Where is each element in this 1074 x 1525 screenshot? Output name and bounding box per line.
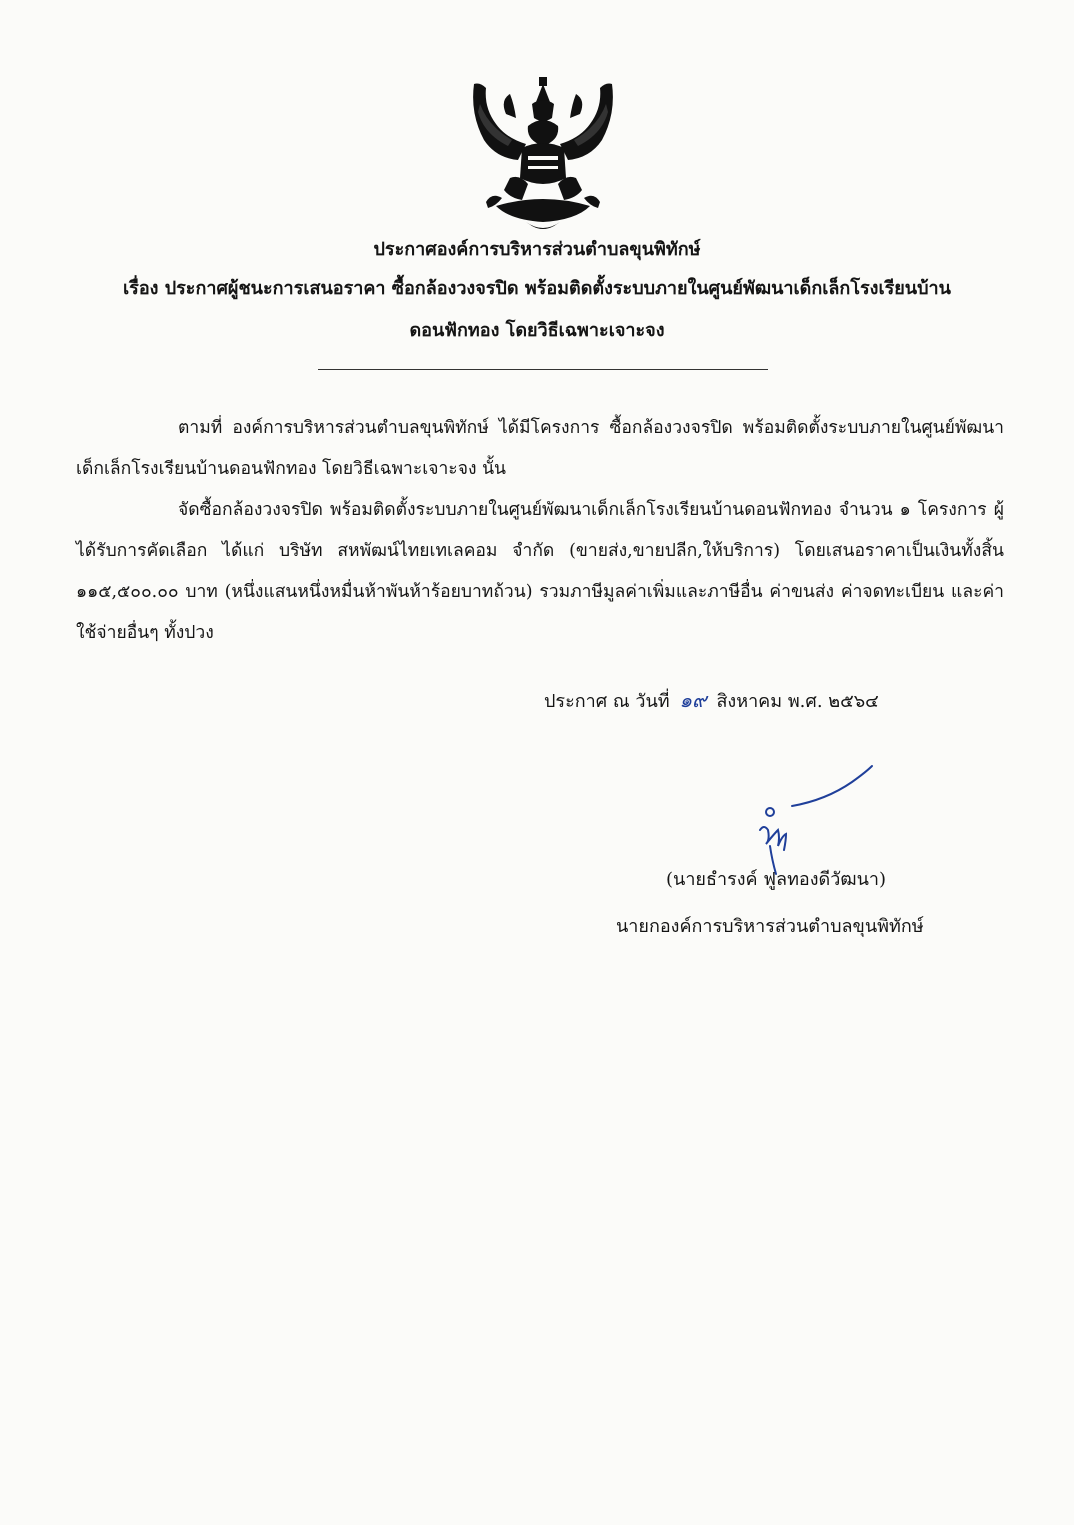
date-prefix: ประกาศ ณ วันที่: [544, 691, 670, 712]
announcement-date: [544, 684, 879, 716]
paragraph-award: จัดซื้อกล้องวงจรปิด พร้อมติดตั้งระบบภายในศูนย์พัฒนาเด็กเล็กโรงเรียนบ้านดอนฟักทอง จำนวน ๑ โครงการ ผู้ได้รับการคัดเลือก ได้แก่ บริษัท สหพัฒน์ไทยเทเลคอม จำกัด (ขายส่ง,ขายปลีก,ให้บริการ) โดยเสนอราคาเป็นเงินทั้งสิ้น ๑๑๕,๕๐๐.๐๐ บาท (หนึ่งแสนหนึ่งหมื่นห้าพันห้าร้อยบาทถ้วน) รวมภาษีมูลค่าเพิ่มและภาษีอื่น ค่าขนส่ง ค่าจดทะเบียน และค่าใช้จ่ายอื่นๆ ทั้งปวง: [76, 499, 1004, 643]
signatory-position: นายกองค์การบริหารส่วนตำบลขุนพิทักษ์: [616, 916, 924, 937]
subject-line: เรื่อง ประกาศผู้ชนะการเสนอราคา ซื้อกล้องวงจรปิด พร้อมติดตั้งระบบภายในศูนย์พัฒนาเด็กเล็กโรงเรียนบ้าน: [123, 278, 951, 299]
garuda-emblem-icon: [466, 74, 620, 234]
subject-line-continued: ดอนฟักทอง โดยวิธีเฉพาะเจาะจง: [409, 320, 665, 341]
announcement-heading: ประกาศองค์การบริหารส่วนตำบลขุนพิทักษ์: [373, 239, 701, 260]
paragraph-background: ตามที่ องค์การบริหารส่วนตำบลขุนพิทักษ์ ได้มีโครงการ ซื้อกล้องวงจรปิด พร้อมติดตั้งระบบภายในศูนย์พัฒนาเด็กเล็กโรงเรียนบ้านดอนฟักทอง โดยวิธีเฉพาะเจาะจง นั้น: [76, 417, 1004, 479]
signatory-name: (นายธำรงค์ ฟูลทองดีวัฒนา): [666, 869, 887, 890]
date-day: ๑๙: [679, 688, 707, 712]
divider: [318, 369, 768, 370]
handwritten-signature: [748, 760, 888, 880]
date-month-year: สิงหาคม พ.ศ. ๒๕๖๔: [716, 691, 879, 712]
